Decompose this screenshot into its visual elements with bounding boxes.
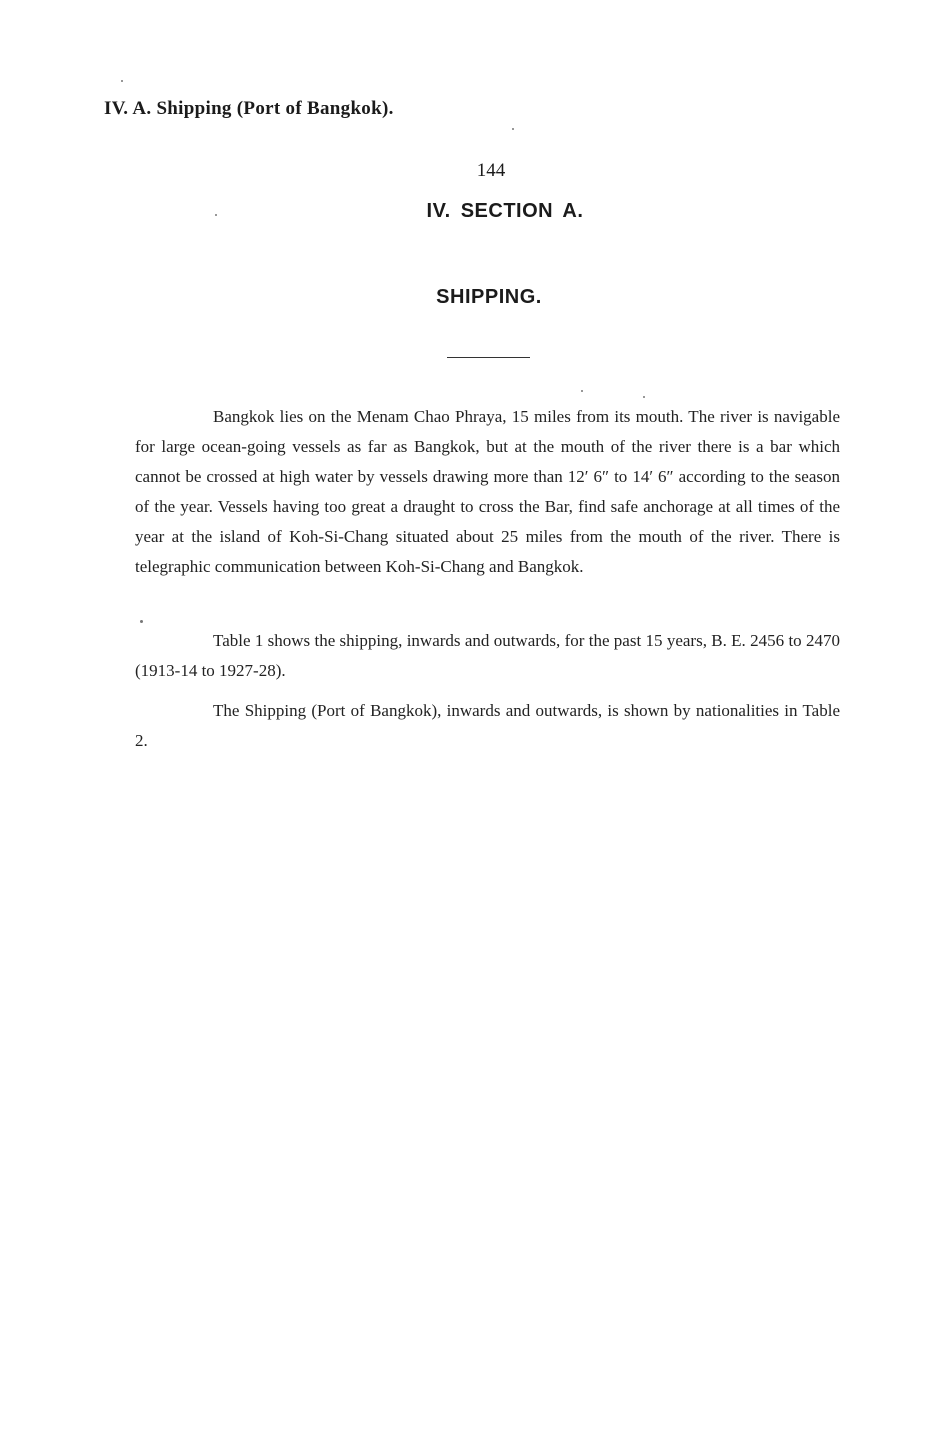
section-heading: IV. SECTION A. xyxy=(426,200,584,222)
scan-speck xyxy=(512,128,514,130)
scan-speck xyxy=(140,620,143,623)
section-title: SHIPPING. xyxy=(436,286,542,308)
page-number: 144 xyxy=(476,160,506,181)
body-paragraph-table1 xyxy=(135,626,840,686)
scan-speck xyxy=(581,390,583,392)
paragraph-text: The Shipping (Port of Bangkok), inwards and outwards, is shown by nationalities in Table 2. xyxy=(135,701,840,750)
scan-speck xyxy=(121,80,123,82)
scan-speck xyxy=(215,214,217,216)
horizontal-rule xyxy=(447,357,530,358)
paragraph-text: Bangkok lies on the Menam Chao Phraya, 15 miles from its mouth. The river is navigable for large ocean-going vessels as far as Bangkok, but at the mouth of the river there is a bar which cannot be crossed at high water by vessels drawing more than 12′ 6″ to 14′ 6″ according to the season of the year. Vessels having too great a draught to cross the Bar, find safe anchorage at all times of the year at the island of Koh-Si-Chang situated about 25 miles from the mouth of the river. There is telegraphic communication between Koh-Si-Chang and Bangkok. xyxy=(135,407,840,576)
body-paragraph-bangkok xyxy=(135,402,840,582)
body-paragraph-table2 xyxy=(135,696,840,756)
running-head: IV. A. Shipping (Port of Bangkok). xyxy=(104,98,394,119)
scan-speck xyxy=(643,396,645,398)
paragraph-text: Table 1 shows the shipping, inwards and outwards, for the past 15 years, B. E. 2456 to 2470 (1913-14 to 1927-28). xyxy=(135,631,840,680)
